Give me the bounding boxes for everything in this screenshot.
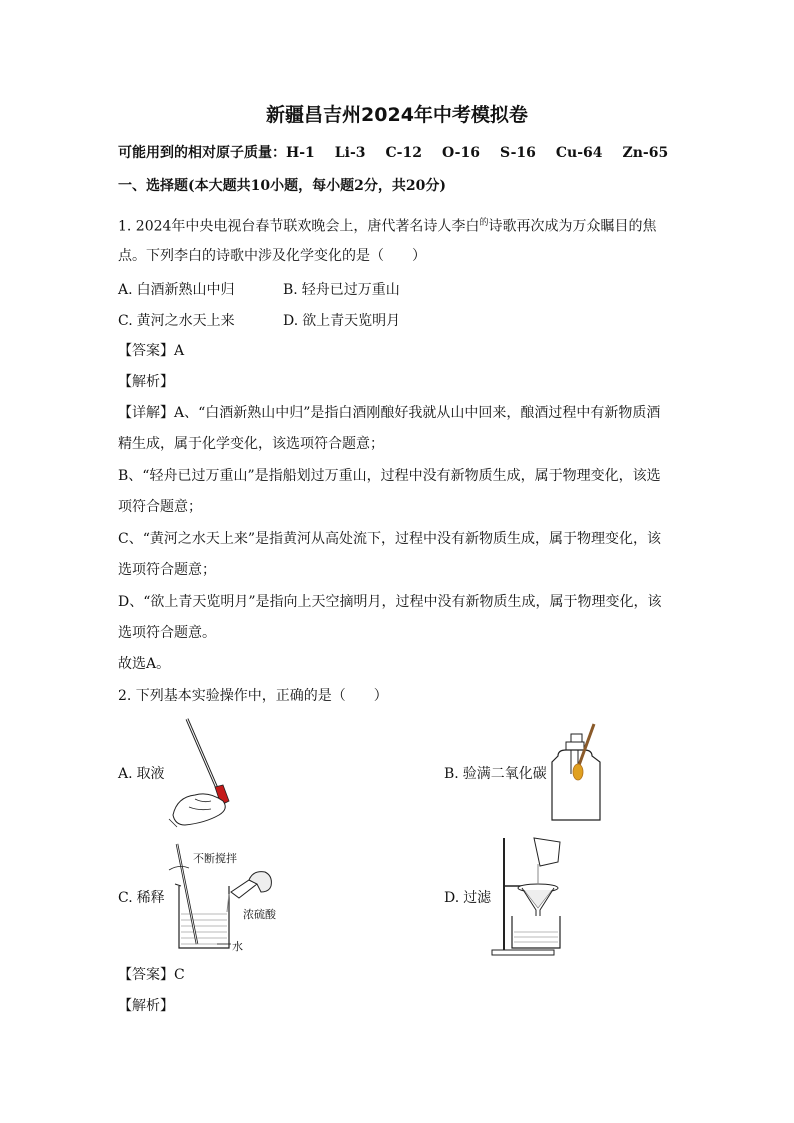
page-title: 新疆昌吉州2024年中考模拟卷 <box>266 104 528 126</box>
figure-d-filtration <box>488 832 574 956</box>
q1-stem-line2: 点。下列李白的诗歌中涉及化学变化的是（ ） <box>118 248 426 264</box>
q2-option-a: A. 取液 <box>118 766 165 782</box>
section-heading: 一、选择题(本大题共10小题，每小题2分，共20分) <box>118 178 446 194</box>
figure-a-dropper <box>165 715 245 830</box>
figure-c-acid-label: 浓硫酸 <box>243 908 276 921</box>
q1-option-a: A. 白酒新熟山中归 <box>118 282 235 298</box>
q1-answer: 【答案】A <box>118 343 185 359</box>
atomic-mass-h: H-1 <box>286 145 315 161</box>
q2-option-c: C. 稀释 <box>118 890 165 906</box>
atomic-mass-cu: Cu-64 <box>555 145 603 161</box>
atomic-mass-li: Li-3 <box>334 145 366 161</box>
q1-explanation-line: D、“欲上青天览明月”是指向上天空摘明月，过程中没有新物质生成，属于物理变化，该 <box>118 594 662 610</box>
q1-explanation-line: 选项符合题意。 <box>118 625 216 641</box>
q1-stem-after: 诗歌再次成为万众瞩目的焦 <box>488 218 657 235</box>
figure-b-gas-bottle <box>548 722 606 824</box>
figure-c-stir-label: 不断搅拌 <box>193 852 237 865</box>
q2-option-d: D. 过滤 <box>444 890 492 906</box>
q1-explanation-line: B、“轻舟已过万重山”是指船划过万重山，过程中没有新物质生成，属于物理变化，该选 <box>118 468 661 484</box>
q1-option-d: D. 欲上青天览明月 <box>283 313 401 329</box>
atomic-mass-o: O-16 <box>441 145 480 161</box>
q2-stem: 2. 下列基本实验操作中，正确的是（ ） <box>118 688 388 704</box>
q2-answer: 【答案】C <box>118 967 185 983</box>
q1-explanation-line: 选项符合题意； <box>118 562 216 578</box>
q2-option-b: B. 验满二氧化碳 <box>444 766 547 782</box>
q1-conclusion: 故选A。 <box>118 656 171 672</box>
q1-explanation-line: 项符合题意； <box>118 499 202 515</box>
figure-c-water-label: 水 <box>232 940 243 953</box>
atomic-masses-line <box>118 143 688 163</box>
atomic-mass-s: S-16 <box>499 145 536 161</box>
q1-explanation-line: C、“黄河之水天上来”是指黄河从高处流下，过程中没有新物质生成，属于物理变化，该 <box>118 531 662 547</box>
atomic-mass-zn: Zn-65 <box>622 145 669 161</box>
q1-explanation-line: 【详解】A、“白酒新熟山中归”是指白酒刚酿好我就从山中回来，酿酒过程中有新物质酒 <box>118 405 661 421</box>
atomic-mass-c: C-12 <box>385 145 422 161</box>
q2-analysis-heading: 【解析】 <box>118 998 174 1014</box>
atomic-masses-label: 可能用到的相对原子质量： <box>118 145 286 161</box>
q1-stem-superscript: 的 <box>479 218 489 228</box>
q1-analysis-heading: 【解析】 <box>118 374 174 390</box>
q1-stem-before: 1. 2024年中央电视台春节联欢晚会上，唐代著名诗人李白 <box>118 218 480 235</box>
q1-stem-line1 <box>118 213 656 237</box>
q1-option-b: B. 轻舟已过万重山 <box>283 282 400 298</box>
q1-option-c: C. 黄河之水天上来 <box>118 313 235 329</box>
q1-explanation-line: 精生成，属于化学变化，该选项符合题意； <box>118 436 384 452</box>
